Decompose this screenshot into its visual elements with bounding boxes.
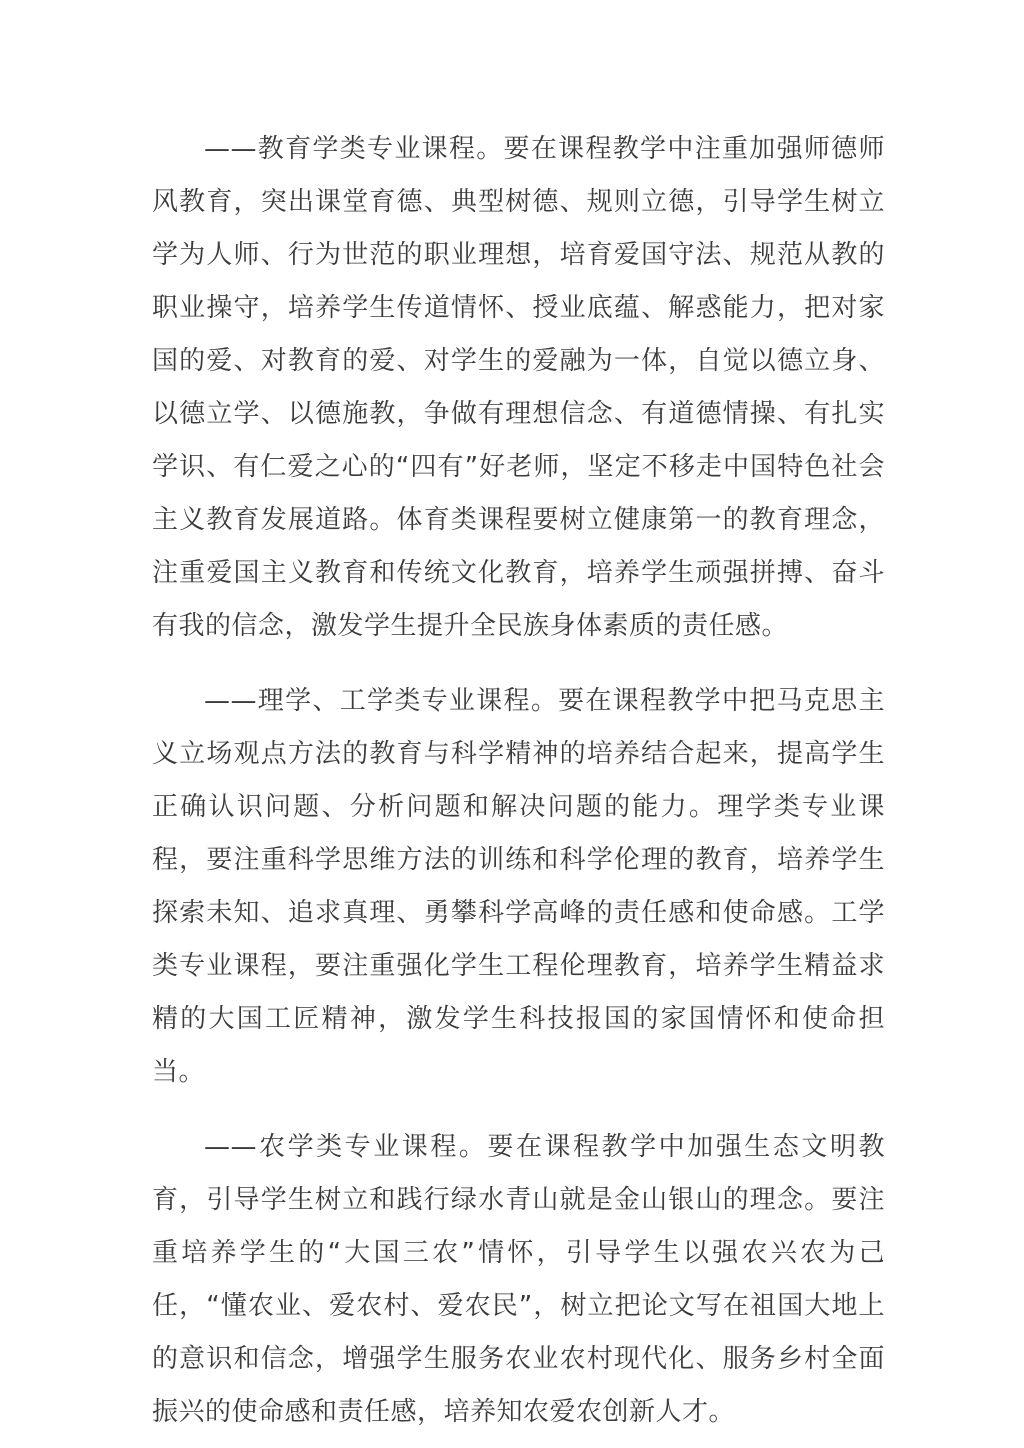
paragraph-education-courses: ——教育学类专业课程。要在课程教学中注重加强师德师风教育，突出课堂育德、典型树德、规则立德，引导学生树立学为人师、行为世范的职业理想，培育爱国守法、规范从教的职业操守，培养学生传道情怀、授业底蕴、解惑能力，把对家国的爱、对教育的爱、对学生的爱融为一体，自觉以德立身、以德立学、以德施教，争做有理想信念、有道德情操、有扎实学识、有仁爱之心的“四有”好老师，坚定不移走中国特色社会主义教育发展道路。体育类课程要树立健康第一的教育理念，注重爱国主义教育和传统文化教育，培养学生顽强拼搏、奋斗有我的信念，激发学生提升全民族身体素质的责任感。 bbox=[152, 134, 885, 641]
paragraph-agriculture-courses: ——农学类专业课程。要在课程教学中加强生态文明教育，引导学生树立和践行绿水青山就是金山银山的理念。要注重培养学生的“大国三农”情怀，引导学生以强农兴农为己任，“懂农业、爱农村、爱农民”，树立把论文写在祖国大地上的意识和信念，增强学生服务农业农村现代化、服务乡村全面振兴的使命感和责任感，培养知农爱农创新人才。 bbox=[152, 1132, 885, 1427]
paragraph-science-engineering-courses: ——理学、工学类专业课程。要在课程教学中把马克思主义立场观点方法的教育与科学精神的培养结合起来，提高学生正确认识问题、分析问题和解决问题的能力。理学类专业课程，要注重科学思维方法的训练和科学伦理的教育，培养学生探索未知、追求真理、勇攀科学高峰的责任感和使命感。工学类专业课程，要注重强化学生工程伦理教育，培养学生精益求精的大国工匠精神，激发学生科技报国的家国情怀和使命担当。 bbox=[152, 686, 885, 1087]
